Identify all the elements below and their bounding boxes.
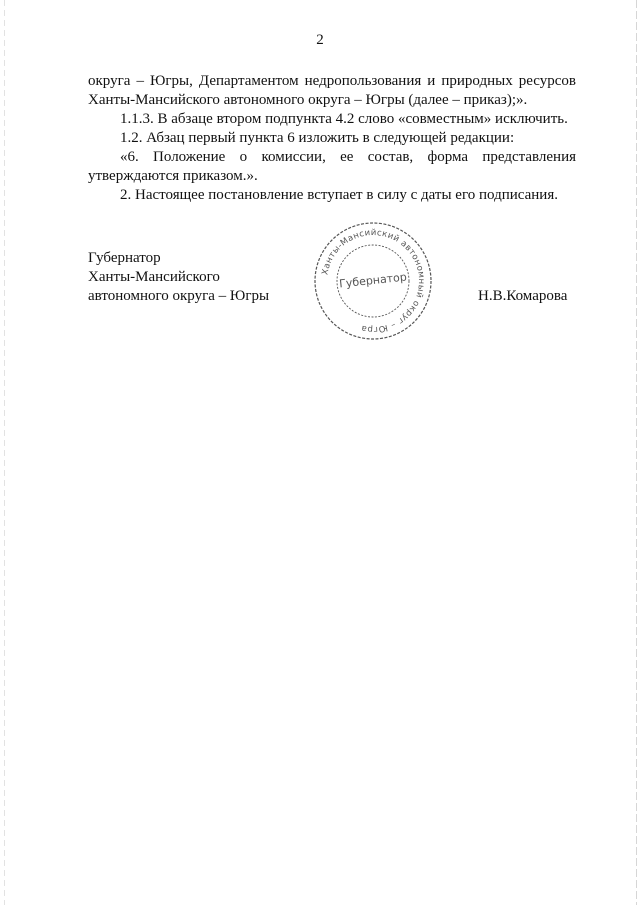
signature-position-line: Ханты-Мансийского	[88, 269, 220, 285]
signature-position-line: Губернатор	[88, 250, 161, 266]
paragraph-2: 2. Настоящее постановление вступает в силу с даты его подписания.	[120, 187, 558, 203]
paragraph-1-2: 1.2. Абзац первый пункта 6 изложить в следующей редакции:	[120, 130, 515, 146]
paragraph-quote-6: «6. Положение о комиссии, ее состав, форма представления утверждаются приказом.».	[88, 149, 576, 184]
signer-name: Н.В.Комарова	[478, 288, 568, 304]
scan-edge-right	[636, 0, 637, 905]
document-body	[88, 72, 576, 205]
page-number: 2	[316, 32, 324, 48]
seal-graphic	[310, 218, 436, 344]
seal-ring-textpath: Ханты-Мансийский автономный округ – Югра	[320, 227, 427, 335]
signature-position	[88, 249, 269, 306]
paragraph-continuation: округа – Югры, Департаментом недропользования и природных ресурсов Ханты-Мансийского автономного округа – Югры (далее – приказ);».	[88, 73, 576, 108]
official-seal	[310, 218, 436, 344]
signature-position-line: автономного округа – Югры	[88, 288, 270, 304]
scan-edge-left	[4, 0, 5, 905]
seal-center-text: Губернатор	[338, 270, 408, 291]
paragraph-1-1-3: 1.1.3. В абзаце втором подпункта 4.2 слово «совместным» исключить.	[120, 111, 568, 127]
